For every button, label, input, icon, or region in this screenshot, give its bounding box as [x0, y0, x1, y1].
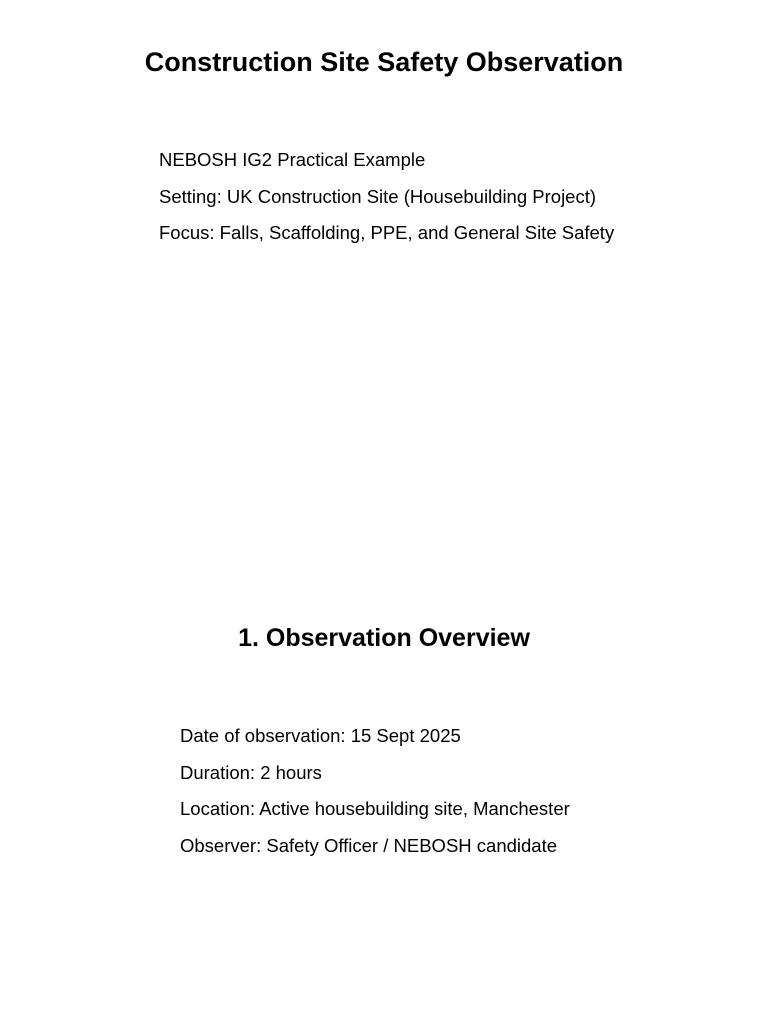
observation-details: [180, 718, 760, 864]
date-of-observation: Date of observation: 15 Sept 2025: [180, 725, 461, 746]
course-line: NEBOSH IG2 Practical Example: [159, 149, 426, 170]
section-heading-observation-overview: 1. Observation Overview: [238, 624, 530, 652]
duration: Duration: 2 hours: [180, 761, 322, 783]
location: Location: Active housebuilding site, Manchester: [180, 798, 570, 819]
observer: Observer: Safety Officer / NEBOSH candidate: [180, 834, 558, 856]
setting-line: Setting: UK Construction Site (Housebuilding Project): [159, 185, 597, 207]
document-title: Construction Site Safety Observation: [144, 47, 624, 77]
focus-line: Focus: Falls, Scaffolding, PPE, and General Site Safety: [159, 222, 615, 243]
intro-block: [159, 142, 759, 252]
